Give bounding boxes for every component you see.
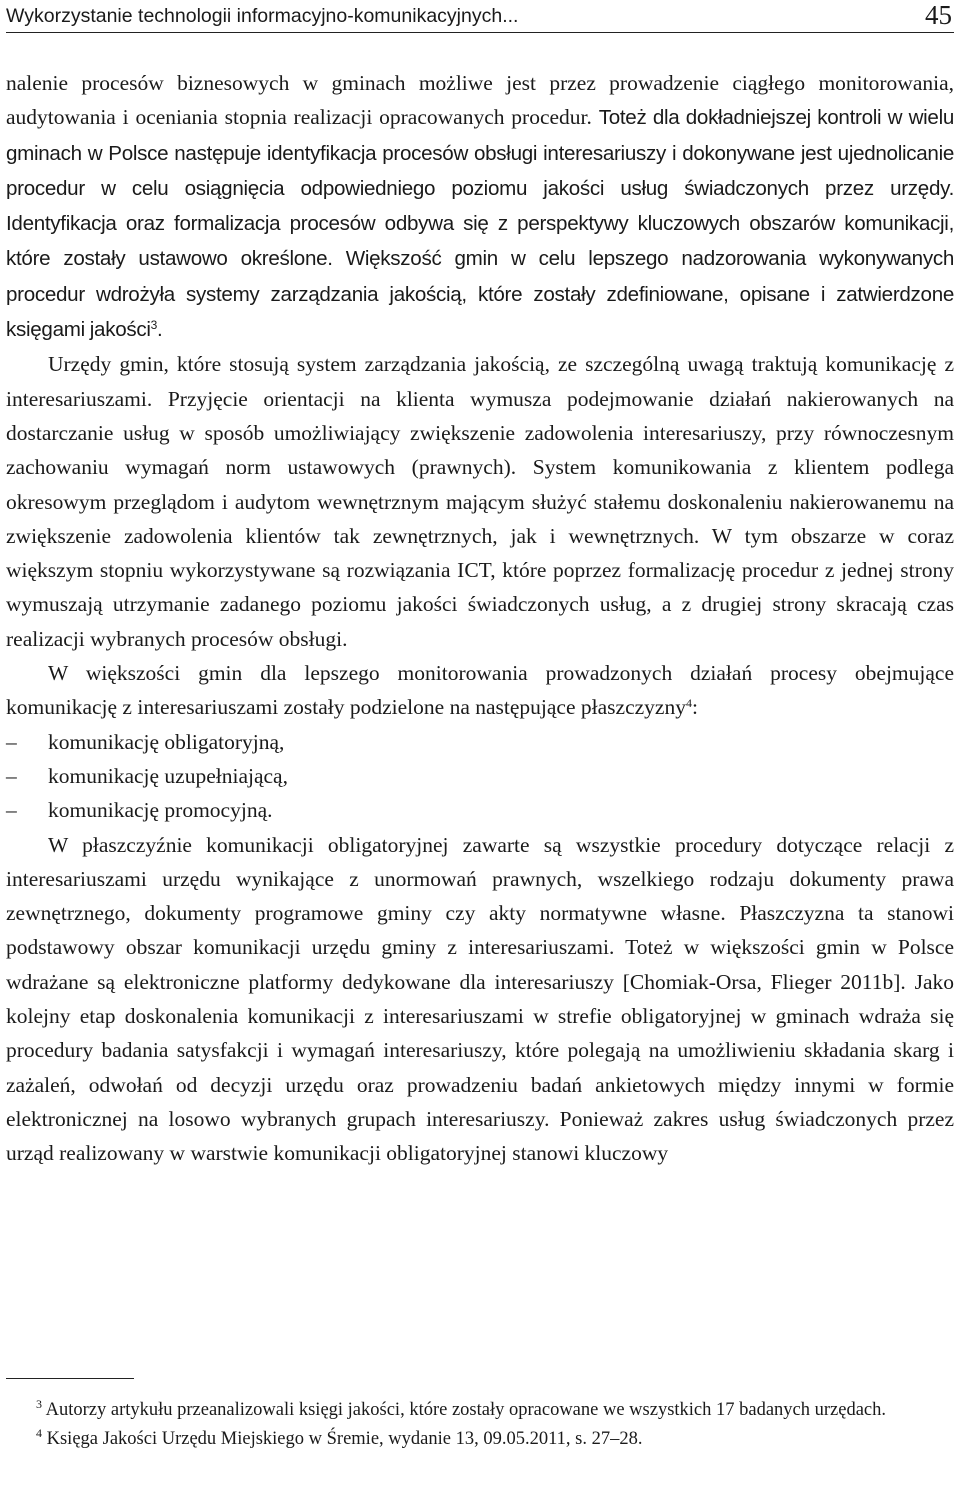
footnote-text: Księga Jakości Urzędu Miejskiego w Śremie, wydanie 13, 09.05.2011, s. 27–28. <box>46 1429 643 1449</box>
running-header <box>6 0 954 33</box>
footnote-ref-3[interactable]: 3 <box>150 318 158 333</box>
main-text <box>6 66 954 1171</box>
footnote-mark: 4 <box>36 1426 42 1440</box>
page-number: 45 <box>925 0 952 30</box>
paragraph-1-condensed <box>6 106 954 341</box>
footnote-mark: 3 <box>36 1397 42 1411</box>
footnote-divider <box>6 1378 134 1379</box>
paragraph-3-text: W większości gmin dla lepszego monitorowania prowadzonych działań procesy obejmujące komunikację z interesariuszami zostały podzielone na następujące płaszczyzny <box>6 661 954 720</box>
list-item: – komunikację uzupełniającą, <box>6 759 954 793</box>
paragraph-3 <box>6 656 954 725</box>
list-item: – komunikację obligatoryjną, <box>6 725 954 759</box>
paragraph-3-end: : <box>691 695 698 720</box>
paragraph-1 <box>6 66 954 347</box>
running-title: Wykorzystanie technologii informacyjno-komunikacyjnych... <box>6 5 519 27</box>
footnote-3 <box>6 1396 954 1425</box>
footnote-text: Autorzy artykułu przeanalizowali księgi jakości, które zostały opracowane we wszystkich 17 badanych urzędach. <box>45 1400 887 1420</box>
footnote-ref-4[interactable]: 4 <box>685 696 692 711</box>
paragraph-1-end: . <box>157 318 163 342</box>
paragraph-2: Urzędy gmin, które stosują system zarządzania jakością, ze szczególną uwagą traktują komunikację z interesariuszami. Przyjęcie orientacji na klienta wymusza podejmowanie działań nakierowanych na dostarczanie usług w sposób umożliwiający zwiększenie zadowolenia interesariuszy, przy równoczesnym zachowaniu wymagań norm ustawowych (prawnych). System komunikowania z klientem podlega okresowym przeglądom i audytom wewnętrznym mającym służyć stałemu doskonaleniu nakierowanemu na zwiększenie zadowolenia klientów tak zewnętrznych, jak i wewnętrznych. W tym obszarze w coraz większym stopniu wykorzystywane są rozwiązania ICT, które poprzez formalizację procedur z jednej strony wymuszają utrzymanie zadanego poziomu jakości świadczonych usług, a z drugiej strony skracają czas realizacji wybranych procesów obsługi. <box>6 352 954 651</box>
list-item: – komunikację promocyjną. <box>6 793 954 827</box>
paragraph-4: W płaszczyźnie komunikacji obligatoryjnej zawarte są wszystkie procedury dotyczące relacji z interesariuszami urzędu wynikające z unormowań prawnych, wszelkiego rodzaju dokumenty prawa zewnętrznego, dokumenty programowe gminy czy akty normatywne własne. Płaszczyzna ta stanowi podstawowy obszar komunikacji urzędu gminy z interesariuszami. Toteż w większości gmin w Polsce wdrażane są elektroniczne platformy dedykowane dla interesariuszy [Chomiak-Orsa, Flieger 2011b]. Jako kolejny etap doskonalenia komunikacji z interesariuszami w strefie obligatoryjnej w gminach wdraża się procedury badania satysfakcji i wymagań interesariuszy, które polegają na umożliwieniu składania skarg i zażaleń, odwołań od decyzji urzędu oraz prowadzeniu badań ankietowych między innymi w formie elektronicznej na losowo wybranych grupach interesariuszy. Ponieważ zakres usług świadczonych przez urząd realizowany w warstwie komunikacji obligatoryjnej stanowi kluczowy <box>6 832 954 1166</box>
footnote-4 <box>6 1425 954 1454</box>
paragraph-1-condensed-text: Toteż dla dokładniejszej kontroli w wielu gminach w Polsce następuje identyfikacja procesów obsługi interesariuszy i dokonywane jest ujednolicanie procedur w celu osiągnięcia odpowiedniego poziomu jakości usług świadczonych przez urzędy. Identyfikacja oraz formalizacja procesów odbywa się z perspektywy kluczowych obszarów komunikacji, które zostały ustawowo określone. Większość gmin w celu lepszego nadzorowania wykonywanych procedur wdrożyła systemy zarządzania jakością, które zostały zdefiniowane, opisane i zatwierdzone księgami jakości <box>6 106 954 342</box>
communication-list <box>6 725 954 828</box>
paragraph-1-serif: nalenie procesów biznesowych w gminach możliwe jest przez prowadzenie ciągłego monitorowania, audytowania i oceniania stopnia realizacji opracowanych procedur. <box>6 71 954 130</box>
footnotes <box>6 1396 954 1454</box>
